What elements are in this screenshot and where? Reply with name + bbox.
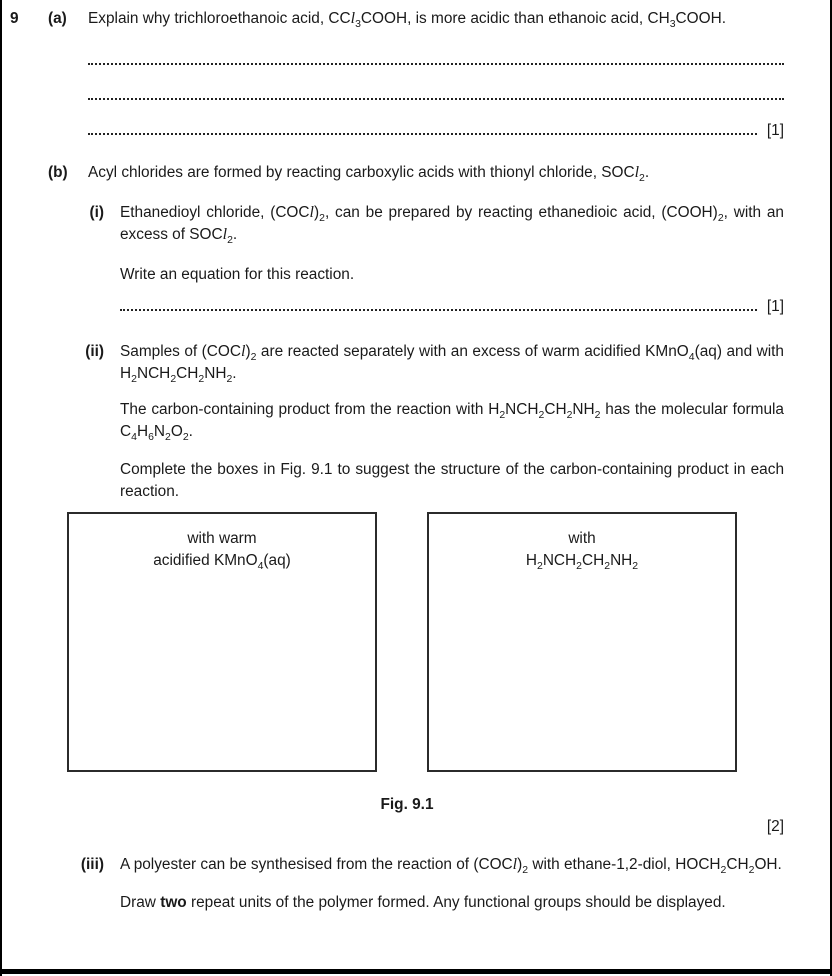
part-a-label: (a)	[48, 10, 67, 27]
question-9	[2, 0, 830, 914]
part-b-i-prompt: Write an equation for this reaction.	[120, 266, 355, 283]
part-b-i	[78, 202, 784, 246]
page-bottom-rule	[2, 969, 830, 974]
part-a	[10, 8, 784, 30]
part-b-iii-p1: A polyester can be synthesised from the reaction of $(COCl)_2$ with ethane-1,2-diol, $HOCH_2CH_2OH$.	[120, 856, 782, 876]
answer-box-kmno4-line1: with warm	[187, 530, 257, 547]
part-b-ii-p1: Samples of $(COCl)_2$ are reacted separately with an excess of warm acidified KMnO$_4$(aq) and with $H_2NCH_2CH_2NH_2$.	[120, 343, 784, 385]
answer-box-kmno4-line2: acidified KMnO$_4$(aq)	[153, 552, 291, 572]
part-b-i-text: Ethanedioyl chloride, $(COCl)_2$, can be prepared by reacting ethanedioic acid, $(COOH)_2$, with an excess of SOCl$_2$.	[120, 204, 784, 246]
part-b-intro: Acyl chlorides are formed by reacting carboxylic acids with thionyl chloride, SOCl$_2$.	[88, 164, 650, 184]
part-b-ii-p3: Complete the boxes in Fig. 9.1 to suggest the structure of the carbon-containing product in each reaction.	[120, 461, 784, 500]
answer-box-diamine-line2: $H_2NCH_2CH_2NH_2$	[525, 552, 639, 572]
dotted-line	[88, 30, 784, 65]
part-b-iii-p2: Draw two repeat units of the polymer formed. Any functional groups should be displayed.	[120, 894, 726, 911]
mark-b-i: [1]	[766, 298, 784, 315]
part-b-ii	[78, 341, 784, 385]
part-b-iii-label: (iii)	[80, 856, 104, 873]
part-b-i-label: (i)	[89, 204, 104, 221]
mark-b-ii: [2]	[766, 818, 784, 835]
part-a-text: Explain why trichloroethanoic acid, CCl$_3$COOH, is more acidic than ethanoic acid, $CH_3COOH$.	[88, 10, 726, 30]
answer-line	[88, 30, 784, 65]
dotted-line	[88, 100, 757, 135]
part-a-answer-lines	[88, 30, 784, 139]
part-b-label: (b)	[48, 164, 68, 181]
answer-line	[120, 286, 784, 315]
answer-box-kmno4	[67, 512, 377, 772]
part-b	[10, 162, 784, 184]
answer-box-diamine	[427, 512, 737, 772]
mark-a: [1]	[766, 122, 784, 139]
figure-caption: Fig. 9.1	[380, 796, 434, 813]
fig-9-1-boxes	[67, 512, 784, 772]
answer-line	[88, 65, 784, 100]
answer-box-diamine-line1: with	[568, 530, 596, 547]
question-number: 9	[10, 10, 19, 27]
answer-line	[88, 100, 784, 139]
dotted-line	[88, 65, 784, 100]
part-b-iii	[78, 854, 784, 876]
part-b-ii-label: (ii)	[85, 343, 104, 360]
part-b-ii-p2: The carbon-containing product from the reaction with $H_2NCH_2CH_2NH_2$ has the molecular formula $C_4H_6N_2O_2$.	[120, 401, 784, 443]
spacer	[10, 162, 48, 184]
dotted-line	[120, 286, 757, 311]
